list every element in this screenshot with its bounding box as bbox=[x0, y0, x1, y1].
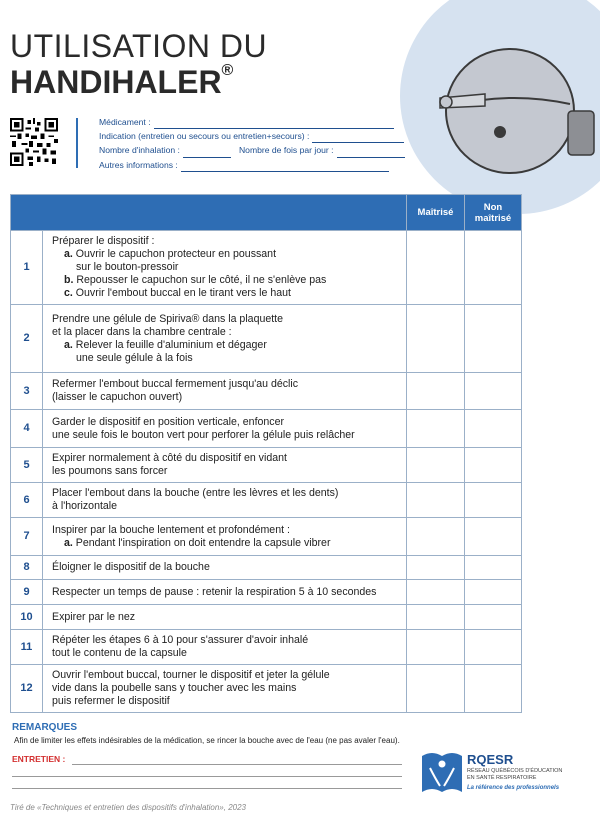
nombre-fois-field[interactable] bbox=[337, 149, 405, 158]
non-maitrise-checkbox[interactable] bbox=[465, 373, 522, 410]
substep-text: Repousser le capuchon sur le côté, il ne s'enlève pas bbox=[76, 274, 327, 286]
substep-letter: a. bbox=[64, 536, 73, 549]
step-substep bbox=[52, 339, 398, 352]
logo-name: RQESR bbox=[467, 752, 514, 767]
non-maitrise-checkbox[interactable] bbox=[465, 556, 522, 580]
table-row bbox=[11, 231, 522, 305]
step-number-divider bbox=[42, 410, 43, 447]
entretien-label: ENTRETIEN : bbox=[12, 754, 66, 764]
step-number-divider bbox=[42, 483, 43, 517]
step-text: Expirer normalement à côté du dispositif en vidant bbox=[52, 452, 287, 464]
substep-continuation: sur le bouton-pressoir bbox=[76, 261, 179, 273]
step-substep bbox=[52, 287, 398, 300]
substep-letter: c. bbox=[64, 287, 73, 299]
step-number-divider bbox=[42, 605, 43, 629]
nombre-inhalation-field[interactable] bbox=[183, 149, 231, 158]
steps-checklist-table bbox=[10, 194, 522, 713]
step-text: Ouvrir l'embout buccal, tourner le dispositif et jeter la gélule bbox=[52, 669, 330, 681]
table-row bbox=[11, 305, 522, 373]
table-row bbox=[11, 556, 522, 580]
step-text: puis refermer le dispositif bbox=[52, 695, 170, 707]
nombre-fois-label: Nombre de fois par jour : bbox=[238, 145, 334, 156]
maitrise-checkbox[interactable] bbox=[407, 605, 465, 630]
non-maitrise-header bbox=[465, 195, 522, 231]
device-name: HANDIHALER bbox=[10, 64, 222, 100]
medication-info-form bbox=[99, 115, 413, 172]
entretien-line-2[interactable] bbox=[12, 776, 402, 777]
step-number-divider bbox=[42, 448, 43, 482]
maitrise-checkbox[interactable] bbox=[407, 483, 465, 518]
medicament-label: Médicament : bbox=[99, 117, 151, 127]
table-row bbox=[11, 518, 522, 556]
table-row bbox=[11, 605, 522, 630]
step-number: 1 bbox=[23, 261, 30, 273]
step-text: les poumons sans forcer bbox=[52, 465, 168, 477]
table-row bbox=[11, 665, 522, 713]
table-row bbox=[11, 580, 522, 605]
table-row bbox=[11, 630, 522, 665]
step-text: Répéter les étapes 6 à 10 pour s'assurer d'avoir inhalé bbox=[52, 634, 309, 646]
entretien-line-3[interactable] bbox=[12, 788, 402, 789]
step-number-divider bbox=[42, 665, 43, 712]
step-cell bbox=[11, 518, 407, 556]
non-maitrise-checkbox[interactable] bbox=[465, 518, 522, 556]
step-number: 7 bbox=[23, 530, 30, 542]
table-row bbox=[11, 373, 522, 410]
step-text: et la placer dans la chambre centrale : bbox=[52, 325, 232, 338]
remarks-text: Afin de limiter les effets indésirables de la médication, se rincer la bouche avec de l'eau (ne pas avaler l'eau). bbox=[14, 736, 400, 745]
step-text: une seule fois le bouton vert pour perforer la gélule puis relâcher bbox=[52, 428, 355, 441]
step-number: 4 bbox=[23, 422, 30, 434]
non-maitrise-header-line2: maîtrisé bbox=[474, 212, 512, 224]
handihaler-illustration bbox=[430, 6, 600, 176]
maitrise-checkbox[interactable] bbox=[407, 580, 465, 605]
non-maitrise-checkbox[interactable] bbox=[465, 580, 522, 605]
medicament-field[interactable] bbox=[154, 120, 394, 129]
step-cell bbox=[11, 231, 407, 305]
step-number-divider bbox=[42, 580, 43, 604]
step-text: (laisser le capuchon ouvert) bbox=[52, 391, 183, 403]
logo-subtitle: RÉSEAU QUÉBÉCOIS D'ÉDUCATION EN SANTÉ RESPIRATOIRE bbox=[467, 768, 563, 781]
autres-info-label: Autres informations : bbox=[99, 159, 178, 170]
step-number: 8 bbox=[23, 561, 30, 573]
step-number: 3 bbox=[23, 384, 30, 397]
maitrise-checkbox[interactable] bbox=[407, 305, 465, 373]
step-number-divider bbox=[42, 556, 43, 579]
step-number-divider bbox=[42, 630, 43, 664]
maitrise-checkbox[interactable] bbox=[407, 518, 465, 556]
non-maitrise-checkbox[interactable] bbox=[465, 483, 522, 518]
substep-letter: a. bbox=[64, 338, 73, 351]
non-maitrise-checkbox[interactable] bbox=[465, 630, 522, 665]
step-number: 11 bbox=[20, 640, 33, 653]
step-cell bbox=[11, 665, 407, 713]
non-maitrise-checkbox[interactable] bbox=[465, 665, 522, 713]
step-text: Placer l'embout dans la bouche (entre les lèvres et les dents) bbox=[52, 487, 339, 499]
step-text: Expirer par le nez bbox=[52, 610, 136, 623]
substep-text: Pendant l'inspiration on doit entendre la capsule vibrer bbox=[75, 536, 331, 549]
non-maitrise-checkbox[interactable] bbox=[465, 305, 522, 373]
step-substep bbox=[52, 274, 398, 287]
non-maitrise-checkbox[interactable] bbox=[465, 231, 522, 305]
step-cell bbox=[11, 556, 407, 580]
non-maitrise-checkbox[interactable] bbox=[465, 605, 522, 630]
step-cell bbox=[11, 580, 407, 605]
remarks-title: REMARQUES bbox=[12, 722, 78, 733]
step-text: à l'horizontale bbox=[52, 500, 118, 512]
step-cell bbox=[11, 448, 407, 483]
substep-letter: b. bbox=[64, 274, 74, 286]
page-title-line2 bbox=[10, 64, 233, 101]
step-cell bbox=[11, 410, 407, 448]
maitrise-checkbox[interactable] bbox=[407, 665, 465, 713]
table-header-row bbox=[11, 195, 522, 231]
registered-mark: ® bbox=[221, 62, 234, 79]
autres-info-field[interactable] bbox=[181, 163, 389, 172]
table-row bbox=[11, 483, 522, 518]
step-cell bbox=[11, 373, 407, 410]
step-text: Prendre une gélule de Spiriva® dans la plaquette bbox=[52, 312, 284, 325]
non-maitrise-checkbox[interactable] bbox=[465, 448, 522, 483]
steps-body bbox=[11, 231, 522, 713]
maitrise-checkbox[interactable] bbox=[407, 448, 465, 483]
step-text: Inspirer par la bouche lentement et profondément : bbox=[52, 523, 290, 536]
step-number: 9 bbox=[23, 585, 30, 598]
step-text: Préparer le dispositif : bbox=[52, 235, 155, 247]
step-number: 6 bbox=[23, 493, 30, 506]
non-maitrise-checkbox[interactable] bbox=[465, 410, 522, 448]
substep-text: Relever la feuille d'aluminium et dégager bbox=[75, 338, 267, 351]
step-text: vide dans la poubelle sans y toucher avec les mains bbox=[52, 682, 297, 694]
step-text: tout le contenu de la capsule bbox=[52, 647, 187, 659]
step-cell bbox=[11, 483, 407, 518]
step-cell bbox=[11, 605, 407, 630]
maitrise-checkbox[interactable] bbox=[407, 373, 465, 410]
step-text: Respecter un temps de pause : retenir la respiration 5 à 10 secondes bbox=[52, 585, 377, 598]
indication-label: Indication (entretien ou secours ou entretien+secours) : bbox=[99, 131, 310, 142]
step-number-divider bbox=[42, 305, 43, 372]
info-divider bbox=[76, 118, 78, 168]
maitrise-header: Maîtrisé bbox=[407, 195, 465, 231]
step-cell bbox=[11, 305, 407, 373]
step-number-divider bbox=[42, 518, 43, 555]
substep-text: Ouvrir l'embout buccal en le tirant vers le haut bbox=[75, 287, 291, 299]
step-number: 5 bbox=[23, 458, 30, 471]
step-number: 10 bbox=[20, 610, 33, 623]
qr-code-icon bbox=[10, 118, 58, 166]
non-maitrise-header-line1: Non bbox=[483, 201, 503, 213]
table-row bbox=[11, 448, 522, 483]
logo-tagline: La référence des professionnels bbox=[467, 785, 560, 791]
step-text: Garder le dispositif en position verticale, enfoncer bbox=[52, 415, 285, 428]
table-row bbox=[11, 410, 522, 448]
step-number-divider bbox=[42, 373, 43, 409]
step-number-divider bbox=[42, 231, 43, 304]
substep-continuation: une seule gélule à la fois bbox=[76, 351, 193, 364]
maitrise-checkbox[interactable] bbox=[407, 630, 465, 665]
nombre-inhalation-label: Nombre d'inhalation : bbox=[99, 145, 180, 156]
footer-source: Tiré de «Techniques et entretien des dispositifs d'inhalation», 2023 bbox=[10, 803, 246, 812]
substep-letter: a. bbox=[64, 248, 73, 260]
step-number: 2 bbox=[23, 332, 30, 344]
maitrise-checkbox[interactable] bbox=[407, 410, 465, 448]
step-substep bbox=[52, 248, 398, 261]
step-substep bbox=[52, 537, 398, 550]
maitrise-checkbox[interactable] bbox=[407, 231, 465, 305]
indication-field[interactable] bbox=[312, 134, 404, 143]
step-text: Refermer l'embout buccal fermement jusqu'au déclic bbox=[52, 378, 299, 390]
page-title-line1: UTILISATION DU bbox=[10, 28, 268, 64]
step-text: Éloigner le dispositif de la bouche bbox=[52, 561, 210, 573]
maitrise-checkbox[interactable] bbox=[407, 556, 465, 580]
steps-header bbox=[11, 195, 407, 231]
step-number: 12 bbox=[20, 682, 33, 694]
entretien-line-1[interactable] bbox=[72, 764, 402, 765]
step-cell bbox=[11, 630, 407, 665]
substep-text: Ouvrir le capuchon protecteur en poussant bbox=[75, 248, 277, 260]
